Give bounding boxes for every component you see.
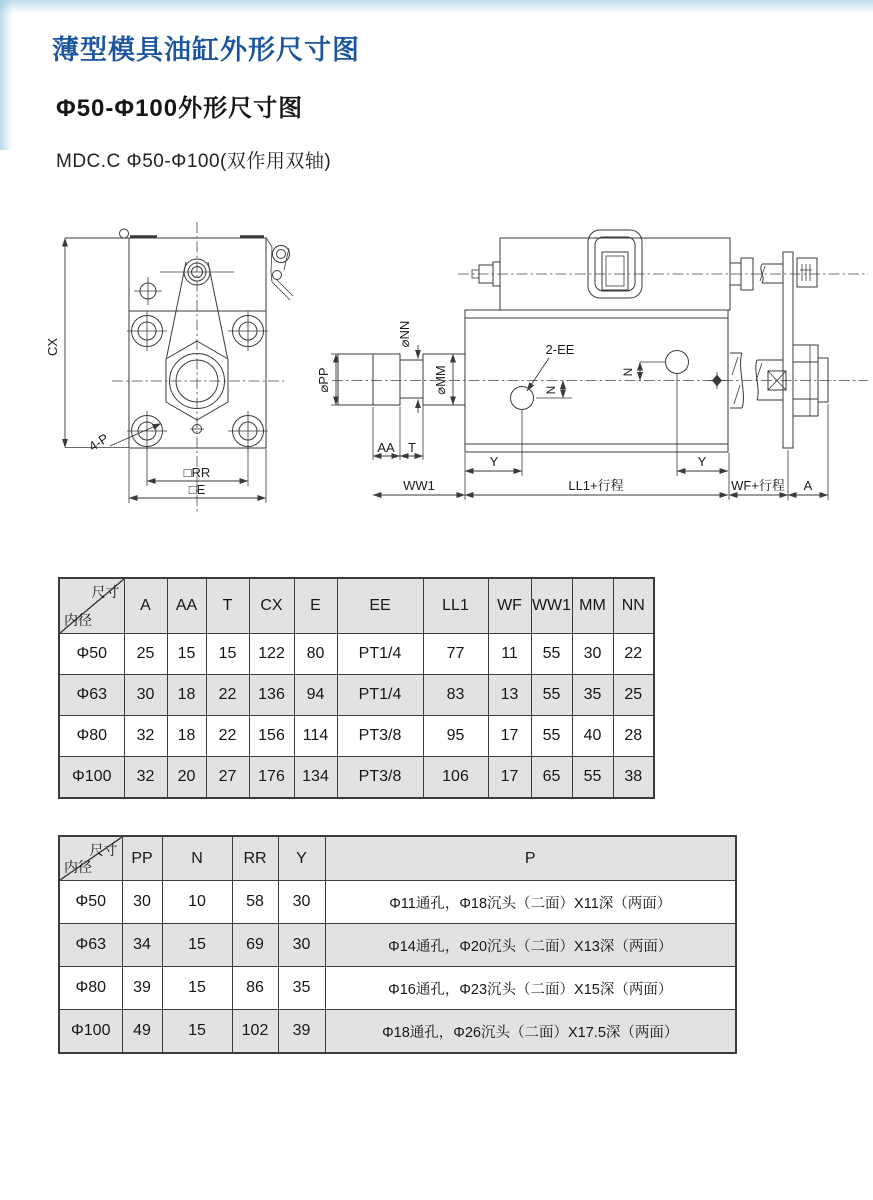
- table-cell: 49: [122, 1010, 162, 1054]
- table-cell: 32: [124, 716, 167, 757]
- table-cell: 58: [232, 881, 278, 924]
- column-header: WW1: [531, 578, 572, 634]
- dim-label-y: Y: [697, 454, 707, 469]
- column-header: E: [294, 578, 337, 634]
- column-header: AA: [167, 578, 206, 634]
- table-cell: 156: [249, 716, 294, 757]
- table-cell: Φ11通孔，Φ18沉头（二面）X11深（两面）: [325, 881, 736, 924]
- table-cell: 25: [124, 634, 167, 675]
- table-cell: 77: [423, 634, 488, 675]
- table-cell: 134: [294, 757, 337, 799]
- corner-label-size: 尺寸: [91, 584, 120, 600]
- side-view-drawing: [316, 230, 868, 500]
- dim-label-ee: 2-EE: [545, 342, 575, 357]
- rear-rod-and-plate: [708, 252, 828, 448]
- dim-pp: [316, 354, 340, 405]
- table-cell: 94: [294, 675, 337, 716]
- table-cell: 34: [122, 924, 162, 967]
- table-cell: 32: [124, 757, 167, 799]
- table-cell: 15: [162, 924, 232, 967]
- table-cell: 122: [249, 634, 294, 675]
- dim-label-nn: ⌀NN: [397, 320, 412, 348]
- table-cell: 17: [488, 757, 531, 799]
- table-cell: 39: [278, 1010, 325, 1054]
- dim-n-left: [536, 381, 572, 399]
- row-label: Φ80: [59, 716, 124, 757]
- table-cell: Φ18通孔，Φ26沉头（二面）X17.5深（两面）: [325, 1010, 736, 1054]
- column-header: P: [325, 836, 736, 881]
- row-label: Φ100: [59, 757, 124, 799]
- table-cell: 15: [162, 1010, 232, 1054]
- table-cell: 86: [232, 967, 278, 1010]
- table-cell: 30: [278, 881, 325, 924]
- table-cell: 102: [232, 1010, 278, 1054]
- dim-label-t: T: [408, 440, 416, 455]
- table-cell: PT3/8: [337, 757, 423, 799]
- dim-label-a: A: [803, 478, 813, 493]
- table-cell: 106: [423, 757, 488, 799]
- dim-label-mm: ⌀MM: [433, 365, 448, 395]
- ports: [511, 351, 689, 477]
- column-header: PP: [122, 836, 162, 881]
- table-cell: 15: [167, 634, 206, 675]
- table-cell: 10: [162, 881, 232, 924]
- table-cell: 65: [531, 757, 572, 799]
- dimension-drawing: [0, 195, 873, 540]
- corner-header-cell: [59, 836, 122, 881]
- table-cell: 22: [613, 634, 654, 675]
- row-label: Φ50: [59, 881, 122, 924]
- dim-mm: [433, 354, 453, 405]
- column-header: CX: [249, 578, 294, 634]
- table-cell: 55: [531, 634, 572, 675]
- table-cell: 95: [423, 716, 488, 757]
- table-row: [59, 1010, 736, 1054]
- dim-label-n: N: [544, 385, 558, 395]
- page-top-edge-tint: [0, 0, 873, 14]
- dim-4p: [86, 424, 161, 455]
- table-cell: 40: [572, 716, 613, 757]
- page-left-edge-tint: [0, 0, 12, 150]
- row-label: Φ50: [59, 634, 124, 675]
- table-cell: 35: [278, 967, 325, 1010]
- table-cell: 20: [167, 757, 206, 799]
- model-designation: MDC.C Φ50-Φ100(双作用双轴): [56, 151, 332, 172]
- dim-ee: [527, 342, 575, 391]
- table-cell: 114: [294, 716, 337, 757]
- table-cell: 15: [206, 634, 249, 675]
- dim-label-e: □E: [188, 482, 206, 497]
- table-row: [59, 757, 654, 799]
- table-row: [59, 634, 654, 675]
- column-header: A: [124, 578, 167, 634]
- dim-cx: [45, 238, 129, 448]
- dimension-table-main: [58, 577, 655, 799]
- page-subtitle: Φ50-Φ100外形尺寸图: [56, 95, 304, 122]
- dim-label-y: Y: [489, 454, 499, 469]
- table-cell: 27: [206, 757, 249, 799]
- table-cell: Φ16通孔，Φ23沉头（二面）X15深（两面）: [325, 967, 736, 1010]
- corner-label-bore: 内径: [64, 612, 92, 628]
- corner-header-cell: [59, 578, 124, 634]
- dim-n-right: [621, 362, 666, 381]
- table-cell: 35: [572, 675, 613, 716]
- dim-label-ww1: WW1: [403, 478, 435, 493]
- table-cell: 30: [572, 634, 613, 675]
- corner-label-size: 尺寸: [89, 842, 118, 858]
- column-header: N: [162, 836, 232, 881]
- table-cell: 11: [488, 634, 531, 675]
- dim-label-4p: 4-P: [85, 430, 112, 455]
- dim-label-ll1: LL1+行程: [568, 478, 624, 493]
- dim-aa-t: [373, 400, 423, 460]
- header-row: [59, 578, 654, 634]
- top-valve-block: [472, 230, 730, 310]
- dim-label-cx: CX: [45, 337, 60, 357]
- column-header: LL1: [423, 578, 488, 634]
- column-header: T: [206, 578, 249, 634]
- dim-rr: [147, 447, 248, 486]
- front-view-drawing: [45, 222, 293, 512]
- corner-label-bore: 内径: [64, 859, 92, 875]
- column-header: MM: [572, 578, 613, 634]
- page-title: 薄型模具油缸外形尺寸图: [52, 35, 360, 65]
- table-cell: 30: [122, 881, 162, 924]
- column-header: WF: [488, 578, 531, 634]
- table-cell: Φ14通孔，Φ20沉头（二面）X13深（两面）: [325, 924, 736, 967]
- dim-label-n: N: [621, 367, 635, 377]
- table-cell: 22: [206, 675, 249, 716]
- table-cell: 18: [167, 675, 206, 716]
- table-cell: 18: [167, 716, 206, 757]
- header-row: [59, 836, 736, 881]
- table-cell: 69: [232, 924, 278, 967]
- table-cell: 30: [278, 924, 325, 967]
- table-cell: 55: [572, 757, 613, 799]
- table-cell: 83: [423, 675, 488, 716]
- table-cell: 55: [531, 716, 572, 757]
- row-label: Φ63: [59, 924, 122, 967]
- table-cell: 55: [531, 675, 572, 716]
- table-cell: PT3/8: [337, 716, 423, 757]
- cylinder-body: [465, 310, 728, 452]
- table-cell: PT1/4: [337, 675, 423, 716]
- dim-label-rr: □RR: [183, 465, 211, 480]
- table-cell: 39: [122, 967, 162, 1010]
- table-cell: 136: [249, 675, 294, 716]
- table-cell: 28: [613, 716, 654, 757]
- table-cell: PT1/4: [337, 634, 423, 675]
- dim-label-pp: ⌀PP: [316, 367, 331, 393]
- dimension-table-holes: [58, 835, 737, 1054]
- table-row: [59, 881, 736, 924]
- table-cell: 176: [249, 757, 294, 799]
- table-cell: 38: [613, 757, 654, 799]
- table-row: [59, 675, 654, 716]
- row-label: Φ63: [59, 675, 124, 716]
- table-cell: 25: [613, 675, 654, 716]
- table-cell: 13: [488, 675, 531, 716]
- column-header: EE: [337, 578, 423, 634]
- column-header: RR: [232, 836, 278, 881]
- table-cell: 15: [162, 967, 232, 1010]
- column-header: NN: [613, 578, 654, 634]
- column-header: Y: [278, 836, 325, 881]
- row-label: Φ100: [59, 1010, 122, 1054]
- table-row: [59, 716, 654, 757]
- dim-label-aa: AA: [377, 440, 395, 455]
- table-cell: 80: [294, 634, 337, 675]
- table-cell: 17: [488, 716, 531, 757]
- table-row: [59, 967, 736, 1010]
- table-cell: 30: [124, 675, 167, 716]
- table-row: [59, 924, 736, 967]
- dim-label-wf: WF+行程: [731, 478, 785, 493]
- table-cell: 22: [206, 716, 249, 757]
- row-label: Φ80: [59, 967, 122, 1010]
